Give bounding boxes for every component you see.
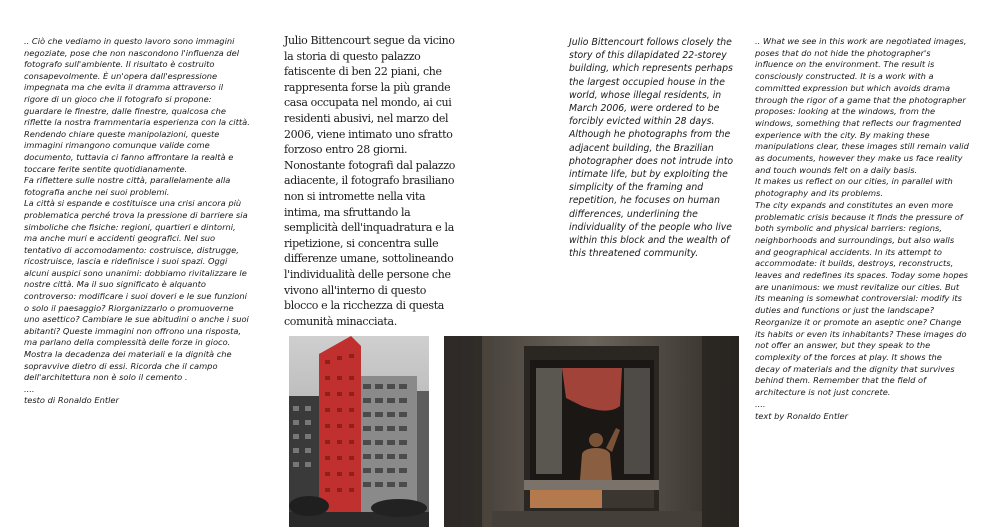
italian-essay-column bbox=[24, 36, 250, 407]
english-essay-paragraph: It makes us reflect on our cities, in parallel with photography and its problems. bbox=[755, 176, 953, 199]
english-essay-paragraph: .. What we see in this work are negotiated images, poses that do not hide the photographer's influence on the environment. The result is consciously constructed. It is a work with a committed expression but which avoids drama through the rigor of a game that the photographer proposes: looking at the windows, from the windows, something that reflects our fragmented experience with the city. By making these manipulations clear, these images still remain valid as documents, however they make us face reality and touch wounds felt on a daily basis. bbox=[755, 36, 969, 175]
building-photo bbox=[289, 336, 429, 527]
italian-essay-signature: testo di Ronaldo Entler bbox=[24, 395, 119, 406]
italian-essay-paragraph: .. Ciò che vediamo in questo lavoro sono immagini negoziate, pose che non nascondono l'influenza del fotografo sull'ambiente. Il risultato è costruito consapevolmente. È un'opera dall'espressione impegnata ma che evita il dramma attraverso il rigore di un gioco che il fotografo si propone: guardare le finestre, dalle finestre, qualcosa che riflette la nostra frammentaria esperienza con la città. Rendendo chiare queste manipolazioni, queste immagini rimangono comunque valide come documento, tuttavia ci fanno affrontare la realtà e toccare ferite sentite quotidianamente. bbox=[24, 36, 250, 174]
english-essay-signature: text by Ronaldo Entler bbox=[755, 410, 849, 421]
english-essay-ellipsis: .... bbox=[755, 398, 766, 409]
window-photo bbox=[444, 336, 739, 527]
english-intro-text: Julio Bittencourt follows closely the story of this dilapidated 22-storey building, which represents perhaps the largest occupied house in the world, whose illegal residents, in March 2006, were ordered to be forcibly evicted within 28 days. Although he photographs from the adjacent building, the Brazilian photographer does not intrude into intimate life, but by exploiting the simplicity of the framing and repetition, he focuses on human differences, underlining the individuality of the people who live within this block and the wealth of this threatened community. bbox=[569, 37, 734, 260]
italian-intro-text: Julio Bittencourt segue da vicino la storia di questo palazzo fatiscente di ben 22 piani, che rappresenta forse la più grande casa occupata nel mondo, ai cui residenti abusivi, nel marzo del 2006, viene intimato uno sfratto forzoso entro 28 giorni. Nonostante fotografi dal palazzo adiacente, il fotografo brasiliano non si intromette nella vita intima, ma sfruttando la semplicità dell'inquadratura e la ripetizione, si concentra sulle differenze umane, sottolineando l'individualità delle persone che vivono all'interno di questo blocco e la ricchezza di questa comunità minacciata. bbox=[284, 34, 456, 328]
english-intro-column bbox=[569, 36, 741, 260]
italian-essay-paragraph: Fa riflettere sulle nostre città, parallelamente alla fotografia anche nei suoi problemi. bbox=[24, 175, 231, 197]
italian-intro-column bbox=[284, 33, 462, 329]
italian-essay-ellipsis: .... bbox=[24, 383, 35, 394]
italian-essay-paragraph: La città si espande e costituisce una crisi ancora più problematica perché trova la pressione di barriere sia simboliche che fisiche: regioni, quartieri e dintorni, ma anche muri e accidenti geografici. Nel suo tentativo di accomodamento: costruisce, distrugge, ricostruisce, lascia e ridefinisce i suoi spazi. Oggi alcuni auspici sono unanimi: dobbiamo rivitalizzare le nostre città. Ma il suo significato è alquanto controverso: modificare i suoi doveri e le sue funzioni o solo il paesaggio? Riorganizzarlo o promuoverne uno asettico? Cambiare le sue abitudini o anche i suoi abitanti? Queste immagini non offrono una risposta, ma parlano della complessità delle forze in gioco. Mostra la decadenza dei materiali e la dignità che sopravvive dietro di essi. Ricorda che il campo dell'architettura non è solo il cemento . bbox=[24, 198, 249, 383]
english-essay-paragraph: The city expands and constitutes an even more problematic crisis because it finds the pressure of both symbolic and physical barriers: regions, neighborhoods and surroundings, but also walls and geographical accidents. In its attempt to accommodate: it builds, destroys, reconstructs, leaves and redefines its spaces. Today some hopes are unanimous: we must revitalize our cities. But its meaning is somewhat controversial: modify its duties and functions or just the landscape? Reorganize it or promote an aseptic one? Change its habits or even its inhabitants? These images do not offer an answer, but they speak to the complexity of the forces at play. It shows the decay of materials and the dignity that survives behind them. Remember that the field of architecture is not just concrete. bbox=[755, 199, 969, 398]
english-essay-column bbox=[755, 36, 969, 422]
